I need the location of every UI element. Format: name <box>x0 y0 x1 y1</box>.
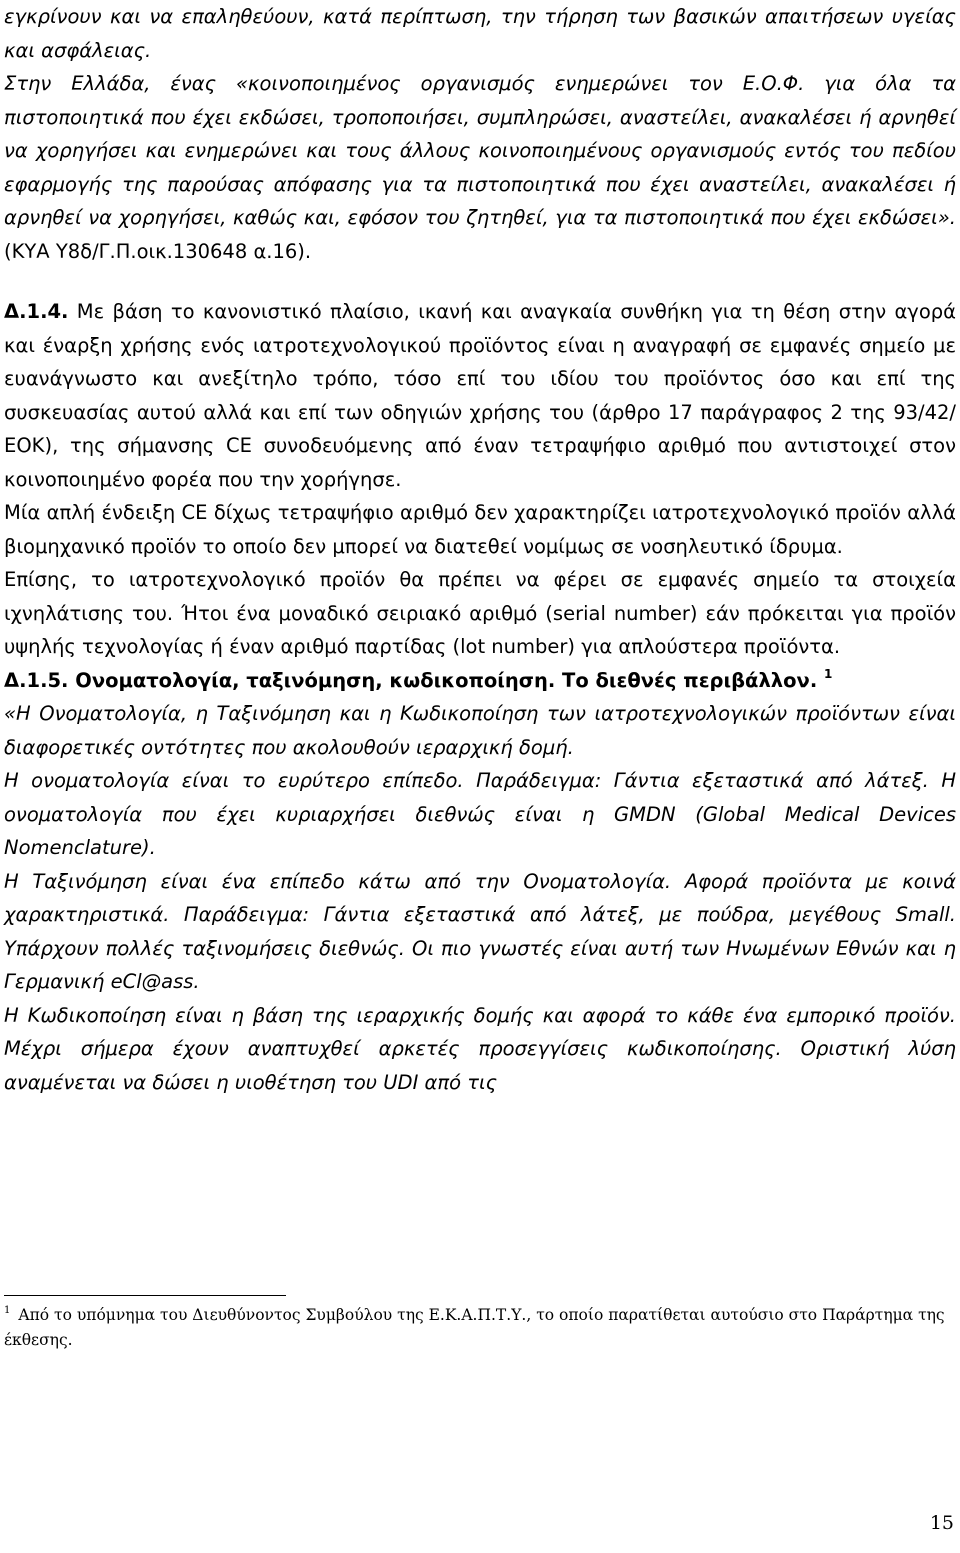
section-d14-number: Δ.1.4. <box>4 300 69 323</box>
section-d14-paragraph-1 <box>4 295 956 496</box>
footnote-text: Από το υπόμνημα του Διευθύνοντος Συμβούλου της Ε.Κ.Α.Π.Τ.Υ., το οποίο παρατίθεται αυτούσιο στο Παράρτημα της έκθεσης. <box>4 1306 945 1349</box>
section-d15-paragraph-4 <box>4 999 956 1100</box>
document-page <box>4 0 956 1553</box>
footnote-marker: 1 <box>4 1305 11 1316</box>
section-d15-heading <box>4 664 956 698</box>
quote-reference: (ΚΥΑ Υ8δ/Γ.Π.οικ.130648 α.16). <box>4 239 312 263</box>
section-d15-text-2: Η ονοματολογία είναι το ευρύτερο επίπεδο. Παράδειγμα: Γάντια εξεταστικά από λάτεξ. Η ονοματολογία που έχει κυριαρχήσει διεθνώς είναι η GMDN (Global Medical Devices Nomenclature). <box>4 769 956 859</box>
section-d15-paragraph-1 <box>4 697 956 764</box>
section-d14-text-3: Επίσης, το ιατροτεχνολογικό προϊόν θα πρέπει να φέρει σε εμφανές σημείο τα στοιχεία ιχνηλάτισης του. Ήτοι ένα μοναδικό σειριακό αριθμό (serial number) εάν πρόκειται για προϊόν υψηλής τεχνολογίας ή έναν αριθμό παρτίδας (lot number) για απλούστερα προϊόντα. <box>4 568 956 658</box>
section-d15-text-3: Η Ταξινόμηση είναι ένα επίπεδο κάτω από την Ονοματολογία. Αφορά προϊόντα με κοινά χαρακτηριστικά. Παράδειγμα: Γάντια εξεταστικά από λάτεξ, με πούδρα, μεγέθους Small. Υπάρχουν πολλές ταξινομήσεις διεθνώς. Οι πιο γνωστές είναι αυτή των Ηνωμένων Εθνών και η Γερμανική eCl@ass. <box>4 869 956 993</box>
section-d15-text-1: «Η Ονοματολογία, η Ταξινόμηση και η Κωδικοποίηση των ιατροτεχνολογικών προϊόντων είναι διαφορετικές οντότητες που ακολουθούν ιεραρχική δομή. <box>4 702 956 759</box>
footnote <box>4 1303 956 1353</box>
section-d14-text-2: Μία απλή ένδειξη CE δίχως τετραψήφιο αριθμό δεν χαρακτηρίζει ιατροτεχνολογικό προϊόν αλλά βιομηχανικό προϊόν το οποίο δεν μπορεί να διατεθεί νομίμως σε νοσηλευτικό ίδρυμα. <box>4 501 956 558</box>
paragraph-top <box>4 0 956 67</box>
section-d15-paragraph-3 <box>4 865 956 999</box>
section-d15-text-4: Η Κωδικοποίηση είναι η βάση της ιεραρχικής δομής και αφορά το κάθε ένα εμπορικό προϊόν. Μέχρι σήμερα έχουν αναπτυχθεί αρκετές προσεγγίσεις κωδικοποίησης. Οριστική λύση αναμένεται να δώσει η υιοθέτηση του UDI από τις <box>4 1003 956 1094</box>
page-number: 15 <box>929 1512 954 1534</box>
section-d15-paragraph-2 <box>4 764 956 865</box>
paragraph-top-text: εγκρίνουν και να επαληθεύουν, κατά περίπτωση, την τήρηση των βασικών απαιτήσεων υγείας και ασφάλειας. <box>4 5 956 62</box>
section-d15-heading-text: Δ.1.5. Ονοματολογία, ταξινόμηση, κωδικοποίηση. Το διεθνές περιβάλλον. <box>4 668 818 692</box>
section-d14-paragraph-3 <box>4 563 956 664</box>
section-d14-text-1: Με βάση το κανονιστικό πλαίσιο, ικανή και αναγκαία συνθήκη για τη θέση στην αγορά και έναρξη χρήσης ενός ιατροτεχνολογικού προϊόντος είναι η αναγραφή σε εμφανές σημείο με ευανάγνωστο και ανεξίτηλο τρόπο, τόσο επί του ιδίου του προϊόντος όσο και επί της συσκευασίας αυτού αλλά και επί των οδηγιών χρήσης του (άρθρο 17 παράγραφος 2 της 93/42/ΕΟΚ), της σήμανσης CE συνοδευόμενης από έναν τετραψήφιο αριθμό που αντιστοιχεί στον κοινοποιημένο φορέα που την χορήγησε. <box>4 300 956 491</box>
footnote-reference[interactable]: 1 <box>824 666 833 681</box>
section-d14-paragraph-2 <box>4 496 956 563</box>
quote-intro: Στην Ελλάδα, ένας «κοινοποιημένος οργανισμός ενημερώνει τον Ε.Ο.Φ. <box>4 72 805 95</box>
quote-rest: για όλα τα πιστοποιητικά που έχει εκδώσει, τροποποιήσει, συμπληρώσει, αναστείλει, ανακαλέσει ή αρνηθεί να χορηγήσει και ενημερώνει και τους άλλους κοινοποιημένους οργανισμούς εντός του πεδίου εφαρμογής της παρούσας απόφασης για τα πιστοποιητικά που έχει αναστείλει, ανακαλέσει ή αρνηθεί να χορηγήσει, καθώς και, εφόσον του ζητηθεί, για τα πιστοποιητικά που έχει εκδώσει». <box>4 72 956 229</box>
paragraph-quote <box>4 67 956 268</box>
footnote-divider <box>4 1295 286 1296</box>
